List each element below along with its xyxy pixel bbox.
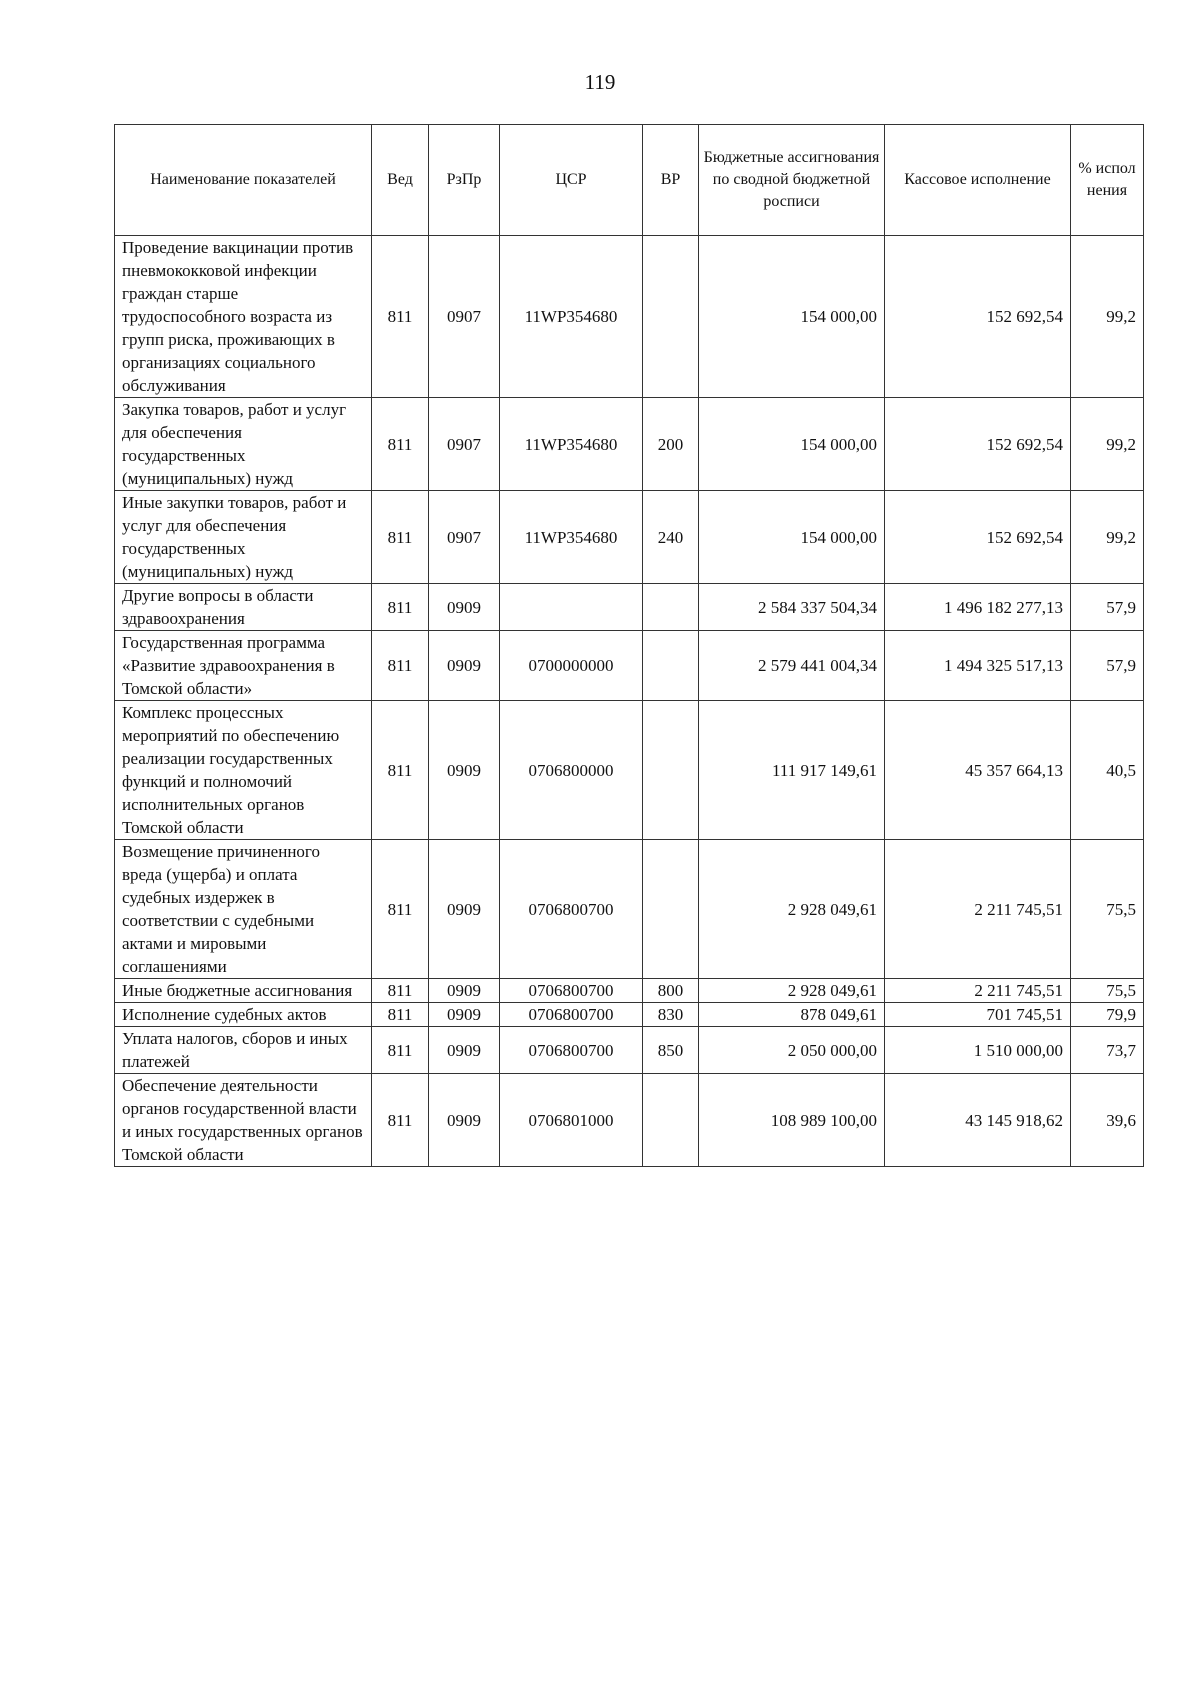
table-row xyxy=(115,236,1144,398)
table-row xyxy=(115,1027,1144,1074)
cell-percent: 39,6 xyxy=(1071,1074,1144,1167)
cell-rzpr: 0907 xyxy=(429,491,500,584)
header-vr: ВР xyxy=(643,125,699,236)
cell-execution: 152 692,54 xyxy=(885,236,1071,398)
cell-vr xyxy=(643,701,699,840)
cell-csr: 11WP354680 xyxy=(500,236,643,398)
cell-name: Исполнение судебных актов xyxy=(115,1003,372,1027)
header-budget: Бюджетные ассигнования по сводной бюджетной росписи xyxy=(699,125,885,236)
cell-vr: 800 xyxy=(643,979,699,1003)
cell-percent: 57,9 xyxy=(1071,631,1144,701)
cell-ved: 811 xyxy=(372,631,429,701)
cell-vr: 240 xyxy=(643,491,699,584)
cell-percent: 79,9 xyxy=(1071,1003,1144,1027)
header-name: Наименование показателей xyxy=(115,125,372,236)
cell-budget: 154 000,00 xyxy=(699,236,885,398)
cell-name: Уплата налогов, сборов и иных платежей xyxy=(115,1027,372,1074)
cell-ved: 811 xyxy=(372,979,429,1003)
table-row xyxy=(115,1003,1144,1027)
cell-rzpr: 0909 xyxy=(429,1003,500,1027)
cell-budget: 154 000,00 xyxy=(699,491,885,584)
cell-csr: 0706800700 xyxy=(500,840,643,979)
cell-ved: 811 xyxy=(372,701,429,840)
cell-execution: 1 496 182 277,13 xyxy=(885,584,1071,631)
cell-rzpr: 0909 xyxy=(429,1074,500,1167)
header-rzpr: РзПр xyxy=(429,125,500,236)
cell-percent: 75,5 xyxy=(1071,840,1144,979)
cell-budget: 2 928 049,61 xyxy=(699,840,885,979)
cell-ved: 811 xyxy=(372,584,429,631)
cell-vr xyxy=(643,1074,699,1167)
table-row xyxy=(115,631,1144,701)
cell-execution: 1 494 325 517,13 xyxy=(885,631,1071,701)
cell-name: Закупка товаров, работ и услуг для обеспечения государственных (муниципальных) нужд xyxy=(115,398,372,491)
cell-vr xyxy=(643,631,699,701)
cell-csr: 0706801000 xyxy=(500,1074,643,1167)
cell-rzpr: 0909 xyxy=(429,840,500,979)
table-row xyxy=(115,584,1144,631)
cell-percent: 73,7 xyxy=(1071,1027,1144,1074)
cell-csr: 11WP354680 xyxy=(500,398,643,491)
cell-execution: 152 692,54 xyxy=(885,398,1071,491)
cell-budget: 154 000,00 xyxy=(699,398,885,491)
cell-execution: 152 692,54 xyxy=(885,491,1071,584)
cell-rzpr: 0907 xyxy=(429,236,500,398)
cell-execution: 2 211 745,51 xyxy=(885,979,1071,1003)
header-csr: ЦСР xyxy=(500,125,643,236)
cell-csr: 0700000000 xyxy=(500,631,643,701)
cell-name: Государственная программа «Развитие здравоохранения в Томской области» xyxy=(115,631,372,701)
cell-rzpr: 0909 xyxy=(429,584,500,631)
cell-ved: 811 xyxy=(372,236,429,398)
cell-ved: 811 xyxy=(372,491,429,584)
table-row xyxy=(115,840,1144,979)
cell-vr: 830 xyxy=(643,1003,699,1027)
table-row xyxy=(115,398,1144,491)
cell-name: Иные бюджетные ассигнования xyxy=(115,979,372,1003)
cell-vr xyxy=(643,584,699,631)
cell-ved: 811 xyxy=(372,840,429,979)
table-header-row xyxy=(115,125,1144,236)
cell-rzpr: 0909 xyxy=(429,1027,500,1074)
table-row xyxy=(115,1074,1144,1167)
header-percent: % испол нения xyxy=(1071,125,1144,236)
cell-budget: 108 989 100,00 xyxy=(699,1074,885,1167)
cell-name: Комплекс процессных мероприятий по обеспечению реализации государственных функций и полномочий исполнительных органов Томской области xyxy=(115,701,372,840)
cell-rzpr: 0909 xyxy=(429,979,500,1003)
header-ved: Вед xyxy=(372,125,429,236)
cell-percent: 40,5 xyxy=(1071,701,1144,840)
cell-name: Обеспечение деятельности органов государственной власти и иных государственных органов Томской области xyxy=(115,1074,372,1167)
cell-budget: 111 917 149,61 xyxy=(699,701,885,840)
cell-percent: 57,9 xyxy=(1071,584,1144,631)
table-row xyxy=(115,979,1144,1003)
cell-ved: 811 xyxy=(372,1027,429,1074)
cell-vr: 200 xyxy=(643,398,699,491)
cell-vr: 850 xyxy=(643,1027,699,1074)
cell-execution: 43 145 918,62 xyxy=(885,1074,1071,1167)
cell-name: Другие вопросы в области здравоохранения xyxy=(115,584,372,631)
cell-name: Проведение вакцинации против пневмококковой инфекции граждан старше трудоспособного возраста из групп риска, проживающих в организациях социального обслуживания xyxy=(115,236,372,398)
cell-ved: 811 xyxy=(372,1003,429,1027)
cell-csr: 0706800000 xyxy=(500,701,643,840)
cell-rzpr: 0909 xyxy=(429,631,500,701)
cell-csr: 0706800700 xyxy=(500,1003,643,1027)
cell-percent: 99,2 xyxy=(1071,236,1144,398)
cell-execution: 1 510 000,00 xyxy=(885,1027,1071,1074)
cell-csr: 0706800700 xyxy=(500,1027,643,1074)
cell-budget: 2 050 000,00 xyxy=(699,1027,885,1074)
cell-csr: 11WP354680 xyxy=(500,491,643,584)
cell-ved: 811 xyxy=(372,398,429,491)
cell-budget: 2 579 441 004,34 xyxy=(699,631,885,701)
cell-rzpr: 0909 xyxy=(429,701,500,840)
cell-execution: 2 211 745,51 xyxy=(885,840,1071,979)
table-row xyxy=(115,491,1144,584)
cell-execution: 45 357 664,13 xyxy=(885,701,1071,840)
cell-budget: 878 049,61 xyxy=(699,1003,885,1027)
cell-execution: 701 745,51 xyxy=(885,1003,1071,1027)
cell-name: Возмещение причиненного вреда (ущерба) и оплата судебных издержек в соответствии с судебными актами и мировыми соглашениями xyxy=(115,840,372,979)
page-number: 119 xyxy=(584,70,616,94)
header-execution: Кассовое исполнение xyxy=(885,125,1071,236)
cell-budget: 2 928 049,61 xyxy=(699,979,885,1003)
cell-budget: 2 584 337 504,34 xyxy=(699,584,885,631)
cell-csr: 0706800700 xyxy=(500,979,643,1003)
cell-ved: 811 xyxy=(372,1074,429,1167)
budget-table xyxy=(114,124,1144,1167)
table-row xyxy=(115,701,1144,840)
cell-percent: 99,2 xyxy=(1071,398,1144,491)
cell-name: Иные закупки товаров, работ и услуг для обеспечения государственных (муниципальных) нужд xyxy=(115,491,372,584)
cell-vr xyxy=(643,236,699,398)
cell-percent: 75,5 xyxy=(1071,979,1144,1003)
cell-percent: 99,2 xyxy=(1071,491,1144,584)
cell-csr xyxy=(500,584,643,631)
cell-vr xyxy=(643,840,699,979)
cell-rzpr: 0907 xyxy=(429,398,500,491)
